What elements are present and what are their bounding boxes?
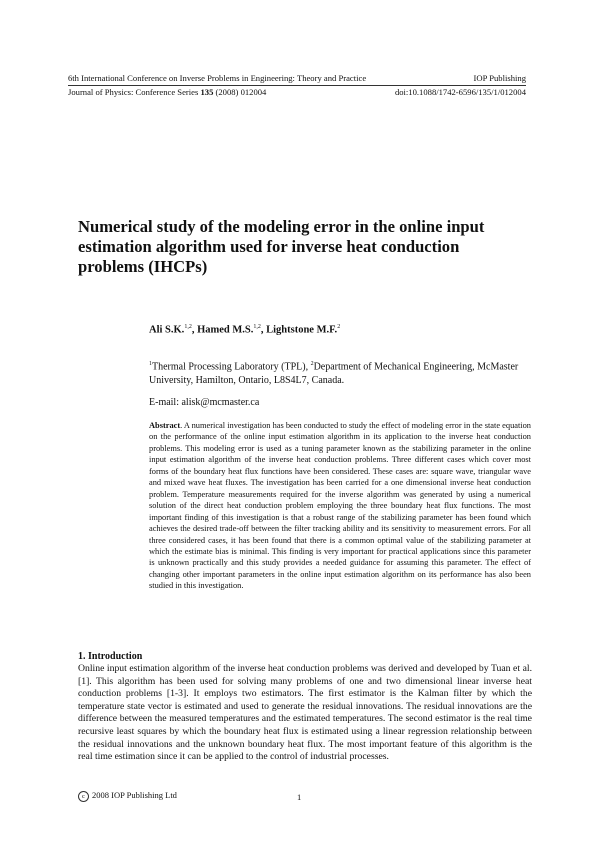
journal-reference: Journal of Physics: Conference Series 135 (2008) 012004 xyxy=(68,87,267,97)
footer xyxy=(78,790,478,802)
abstract xyxy=(149,420,531,592)
page-number: 1 xyxy=(297,792,302,802)
conference-name: 6th International Conference on Inverse Problems in Engineering: Theory and Practice xyxy=(68,73,367,83)
paper-title: Numerical study of the modeling error in the online input estimation algorithm used for inverse heat conduction problems (IHCPs) xyxy=(78,217,485,276)
author-list: Ali S.K.$^{1,2}$, Hamed M.S.$^{1,2}$, Lightstone M.F.$^2$ xyxy=(149,324,341,336)
contact-email: E-mail: alisk@mcmaster.ca xyxy=(149,397,260,408)
doi: doi:10.1088/1742-6596/135/1/012004 xyxy=(394,87,526,97)
running-header xyxy=(68,73,526,98)
publisher-name: IOP Publishing xyxy=(473,73,526,83)
affiliation: $^1$Thermal Processing Laboratory (TPL), $^2$Department of Mechanical Engineering, McMaster University, Hamilton, Ontario, L8S4L7, Canada. xyxy=(149,361,519,387)
introduction-text: Online input estimation algorithm of the inverse heat conduction problems was derived and developed by Tuan et al. [1]. This algorithm has been used for solving many problems of one and two dimensional linear inverse heat conduction problems [1-3]. It employs two estimators. The first estimator is the Kalman filter by which the temperature state vector is estimated and used to generate the residual innovations. The residual innovations are the difference between the measured temperatures and the estimated temperatures. The second estimator is the real time recursive least squares by which the boundary heat flux is estimated using a linear regression relationship between the residual innovations and the unknown boundary heat flux. The most important feature of this algorithm is the real time estimation since it can be applied to the control of industrial processes. xyxy=(78,663,532,763)
header-rule xyxy=(68,85,526,86)
volume-number: 135 xyxy=(200,87,214,97)
copyright-text: 2008 IOP Publishing Ltd xyxy=(92,790,177,800)
section-heading-introduction: 1. Introduction xyxy=(78,651,143,662)
abstract-label: Abstract xyxy=(149,421,181,430)
copyright-icon: c xyxy=(78,791,89,802)
abstract-text: . A numerical investigation has been conducted to study the effect of modeling error in the state equation on the performance of the online input estimation algorithm in its application to the inverse heat conduction problems. This modeling error is used as a tuning parameter known as the stabilizing parameter in the online input estimation algorithm of the inverse heat conduction problems. Three different cases which cover most forms of the boundary heat flux functions have been considered. These cases are: square wave, triangular wave and mixed wave heat fluxes. The investigation has been carried for a one dimensional inverse heat conduction problem. Temperature measurements required for the inverse algorithm was generated by using a numerical solution of the direct heat conduction problem employing the three boundary heat flux functions. The most important finding of this investigation is that a robust range of the stabilizing parameter has been found which achieves the desired trade-off between the filter tracking ability and its sensitivity to measurement errors. For all three considered cases, it has been found that there is a common optimal value of the stabilizing parameter at which the estimate bias is minimal. This finding is very important for practical applications since this parameter is unknown practically and this study provides a needed guidance for assuming this parameter. The effect of changing other important parameters in the online input estimation algorithm on its performance has also been studied in this investigation. xyxy=(149,421,531,591)
